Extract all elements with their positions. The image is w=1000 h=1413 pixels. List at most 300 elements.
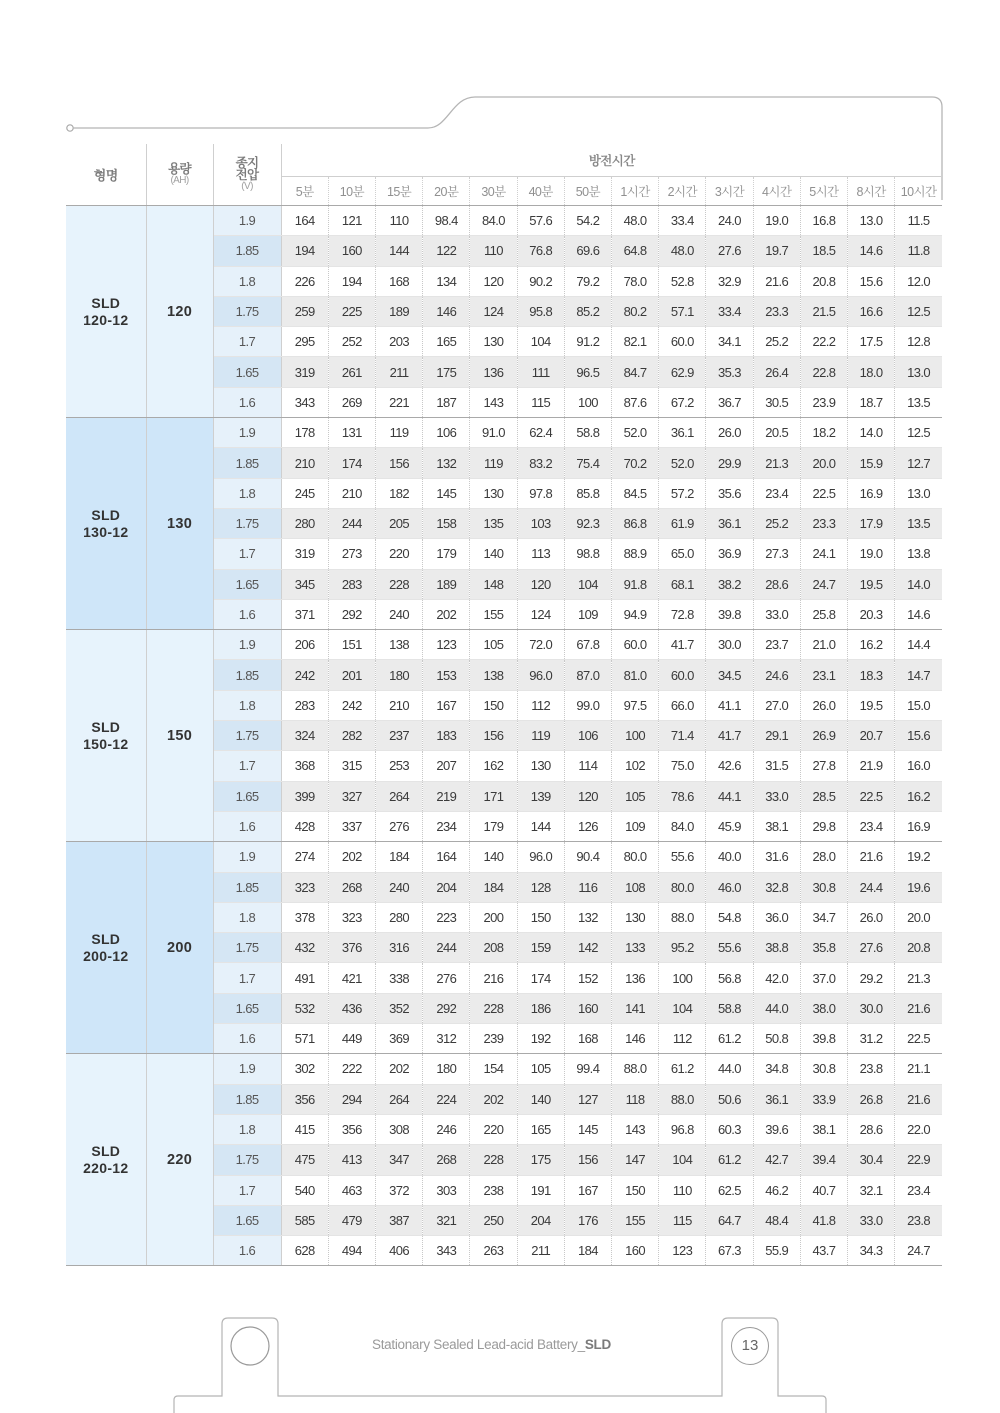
discharge-value-cell: 33.0	[848, 1205, 895, 1235]
discharge-value-cell: 16.9	[848, 478, 895, 508]
final-voltage-cell: 1.75	[213, 1145, 281, 1175]
discharge-value-cell: 18.2	[800, 418, 847, 448]
discharge-value-cell: 302	[281, 1054, 328, 1084]
discharge-value-cell: 178	[281, 418, 328, 448]
discharge-value-cell: 23.4	[895, 1175, 942, 1205]
discharge-value-cell: 27.0	[753, 690, 800, 720]
discharge-value-cell: 175	[517, 1145, 564, 1175]
discharge-value-cell: 118	[611, 1084, 658, 1114]
discharge-value-cell: 75.4	[564, 448, 611, 478]
discharge-value-cell: 273	[328, 539, 375, 569]
discharge-value-cell: 18.7	[848, 387, 895, 417]
discharge-value-cell: 55.6	[706, 933, 753, 963]
discharge-value-cell: 130	[470, 478, 517, 508]
discharge-value-cell: 76.8	[517, 236, 564, 266]
discharge-value-cell: 37.0	[800, 963, 847, 993]
discharge-value-cell: 52.8	[659, 266, 706, 296]
model-name-line1: SLD	[91, 506, 121, 523]
discharge-table	[66, 144, 942, 1266]
final-voltage-cell: 1.85	[213, 660, 281, 690]
discharge-value-cell: 67.8	[564, 630, 611, 660]
final-voltage-cell: 1.7	[213, 1175, 281, 1205]
discharge-value-cell: 62.9	[659, 357, 706, 387]
discharge-value-cell: 130	[470, 327, 517, 357]
discharge-value-cell: 61.9	[659, 508, 706, 538]
discharge-value-cell: 27.6	[848, 933, 895, 963]
discharge-value-cell: 33.4	[659, 206, 706, 236]
discharge-value-cell: 64.8	[611, 236, 658, 266]
discharge-value-cell: 204	[423, 872, 470, 902]
discharge-value-cell: 21.6	[753, 266, 800, 296]
time-col-header: 3시간	[706, 177, 753, 206]
discharge-value-cell: 24.7	[800, 569, 847, 599]
discharge-value-cell: 84.5	[611, 478, 658, 508]
discharge-value-cell: 142	[564, 933, 611, 963]
discharge-value-cell: 210	[375, 690, 422, 720]
discharge-value-cell: 182	[375, 478, 422, 508]
discharge-value-cell: 44.0	[753, 993, 800, 1023]
discharge-value-cell: 225	[328, 296, 375, 326]
discharge-value-cell: 35.8	[800, 933, 847, 963]
discharge-value-cell: 100	[659, 963, 706, 993]
discharge-value-cell: 26.0	[800, 690, 847, 720]
discharge-value-cell: 174	[517, 963, 564, 993]
discharge-value-cell: 85.8	[564, 478, 611, 508]
discharge-value-cell: 356	[281, 1084, 328, 1114]
discharge-value-cell: 119	[375, 418, 422, 448]
discharge-value-cell: 34.1	[706, 327, 753, 357]
discharge-value-cell: 25.8	[800, 599, 847, 629]
discharge-value-cell: 95.2	[659, 933, 706, 963]
discharge-value-cell: 14.4	[895, 630, 942, 660]
discharge-value-cell: 20.8	[895, 933, 942, 963]
discharge-value-cell: 21.3	[895, 963, 942, 993]
discharge-value-cell: 130	[611, 902, 658, 932]
discharge-value-cell: 113	[517, 539, 564, 569]
discharge-value-cell: 15.6	[895, 721, 942, 751]
discharge-value-cell: 16.0	[895, 751, 942, 781]
discharge-value-cell: 55.9	[753, 1236, 800, 1266]
discharge-value-cell: 187	[423, 387, 470, 417]
discharge-value-cell: 352	[375, 993, 422, 1023]
discharge-value-cell: 27.6	[706, 236, 753, 266]
discharge-value-cell: 167	[564, 1175, 611, 1205]
discharge-value-cell: 280	[281, 508, 328, 538]
discharge-value-cell: 164	[281, 206, 328, 236]
discharge-value-cell: 120	[470, 266, 517, 296]
final-voltage-cell: 1.8	[213, 902, 281, 932]
discharge-value-cell: 33.4	[706, 296, 753, 326]
discharge-value-cell: 494	[328, 1236, 375, 1266]
discharge-value-cell: 387	[375, 1205, 422, 1235]
discharge-value-cell: 32.1	[848, 1175, 895, 1205]
discharge-value-cell: 174	[328, 448, 375, 478]
discharge-value-cell: 30.8	[800, 1054, 847, 1084]
discharge-value-cell: 238	[470, 1175, 517, 1205]
discharge-value-cell: 13.5	[895, 508, 942, 538]
discharge-value-cell: 20.0	[800, 448, 847, 478]
final-voltage-cell: 1.9	[213, 418, 281, 448]
discharge-value-cell: 150	[470, 690, 517, 720]
discharge-value-cell: 35.3	[706, 357, 753, 387]
discharge-value-cell: 19.0	[753, 206, 800, 236]
discharge-value-cell: 237	[375, 721, 422, 751]
model-cell	[66, 418, 146, 630]
discharge-value-cell: 78.0	[611, 266, 658, 296]
discharge-value-cell: 120	[517, 569, 564, 599]
discharge-value-cell: 23.4	[753, 478, 800, 508]
discharge-value-cell: 168	[564, 1024, 611, 1054]
discharge-value-cell: 283	[281, 690, 328, 720]
discharge-value-cell: 282	[328, 721, 375, 751]
discharge-value-cell: 115	[517, 387, 564, 417]
discharge-value-cell: 184	[564, 1236, 611, 1266]
discharge-value-cell: 184	[470, 872, 517, 902]
final-voltage-cell: 1.9	[213, 1054, 281, 1084]
discharge-value-cell: 24.4	[848, 872, 895, 902]
discharge-value-cell: 23.9	[800, 387, 847, 417]
discharge-value-cell: 65.0	[659, 539, 706, 569]
discharge-value-cell: 88.0	[659, 902, 706, 932]
table-row	[66, 206, 942, 236]
discharge-value-cell: 61.2	[706, 1024, 753, 1054]
capacity-cell: 200	[146, 842, 213, 1054]
table-row	[66, 1054, 942, 1084]
discharge-value-cell: 126	[564, 811, 611, 841]
discharge-value-cell: 12.5	[895, 418, 942, 448]
discharge-value-cell: 83.2	[517, 448, 564, 478]
final-voltage-label-1: 종지	[235, 156, 259, 170]
discharge-value-cell: 109	[611, 811, 658, 841]
final-voltage-cell: 1.75	[213, 296, 281, 326]
discharge-value-cell: 110	[659, 1175, 706, 1205]
final-voltage-cell: 1.8	[213, 690, 281, 720]
discharge-value-cell: 155	[470, 599, 517, 629]
discharge-value-cell: 67.2	[659, 387, 706, 417]
discharge-value-cell: 175	[423, 357, 470, 387]
discharge-value-cell: 41.7	[659, 630, 706, 660]
discharge-value-cell: 210	[281, 448, 328, 478]
time-col-header: 4시간	[753, 177, 800, 206]
discharge-value-cell: 22.0	[895, 1114, 942, 1144]
discharge-value-cell: 171	[470, 781, 517, 811]
discharge-value-cell: 369	[375, 1024, 422, 1054]
discharge-value-cell: 88.0	[611, 1054, 658, 1084]
time-col-header: 40분	[517, 177, 564, 206]
discharge-value-cell: 109	[564, 599, 611, 629]
discharge-value-cell: 32.9	[706, 266, 753, 296]
discharge-value-cell: 204	[517, 1205, 564, 1235]
discharge-value-cell: 16.6	[848, 296, 895, 326]
discharge-value-cell: 16.2	[848, 630, 895, 660]
discharge-value-cell: 406	[375, 1236, 422, 1266]
discharge-value-cell: 90.2	[517, 266, 564, 296]
discharge-value-cell: 15.0	[895, 690, 942, 720]
discharge-value-cell: 208	[470, 933, 517, 963]
discharge-value-cell: 48.0	[659, 236, 706, 266]
model-group	[66, 630, 942, 842]
discharge-value-cell: 31.6	[753, 842, 800, 872]
discharge-value-cell: 95.8	[517, 296, 564, 326]
discharge-value-cell: 36.9	[706, 539, 753, 569]
final-voltage-cell: 1.85	[213, 236, 281, 266]
discharge-value-cell: 23.3	[753, 296, 800, 326]
discharge-value-cell: 210	[328, 478, 375, 508]
capacity-header	[146, 144, 213, 206]
discharge-value-cell: 41.7	[706, 721, 753, 751]
discharge-value-cell: 81.0	[611, 660, 658, 690]
discharge-value-cell: 319	[281, 539, 328, 569]
model-name-line1: SLD	[91, 718, 121, 735]
discharge-value-cell: 192	[517, 1024, 564, 1054]
discharge-value-cell: 205	[375, 508, 422, 538]
final-voltage-cell: 1.8	[213, 478, 281, 508]
discharge-value-cell: 13.0	[895, 357, 942, 387]
discharge-value-cell: 26.9	[800, 721, 847, 751]
discharge-value-cell: 80.0	[659, 872, 706, 902]
discharge-value-cell: 39.6	[753, 1114, 800, 1144]
discharge-value-cell: 25.2	[753, 508, 800, 538]
discharge-value-cell: 61.2	[706, 1145, 753, 1175]
discharge-value-cell: 156	[564, 1145, 611, 1175]
discharge-value-cell: 26.0	[706, 418, 753, 448]
final-voltage-cell: 1.85	[213, 448, 281, 478]
discharge-value-cell: 60.3	[706, 1114, 753, 1144]
discharge-value-cell: 128	[517, 872, 564, 902]
time-col-header: 5시간	[800, 177, 847, 206]
discharge-value-cell: 40.7	[800, 1175, 847, 1205]
time-col-header: 10분	[328, 177, 375, 206]
discharge-value-cell: 244	[328, 508, 375, 538]
discharge-value-cell: 136	[611, 963, 658, 993]
discharge-value-cell: 78.6	[659, 781, 706, 811]
final-voltage-cell: 1.6	[213, 599, 281, 629]
final-voltage-cell: 1.6	[213, 1236, 281, 1266]
final-voltage-cell: 1.65	[213, 569, 281, 599]
discharge-value-cell: 38.1	[753, 811, 800, 841]
model-name-line1: SLD	[91, 930, 121, 947]
discharge-value-cell: 372	[375, 1175, 422, 1205]
discharge-value-cell: 343	[281, 387, 328, 417]
discharge-value-cell: 39.8	[800, 1024, 847, 1054]
discharge-value-cell: 30.0	[848, 993, 895, 1023]
discharge-value-cell: 220	[470, 1114, 517, 1144]
discharge-value-cell: 14.0	[895, 569, 942, 599]
discharge-value-cell: 57.1	[659, 296, 706, 326]
discharge-value-cell: 21.6	[895, 1084, 942, 1114]
discharge-value-cell: 45.9	[706, 811, 753, 841]
discharge-value-cell: 106	[423, 418, 470, 448]
discharge-value-cell: 22.2	[800, 327, 847, 357]
discharge-value-cell: 23.3	[800, 508, 847, 538]
discharge-value-cell: 274	[281, 842, 328, 872]
discharge-value-cell: 52.0	[659, 448, 706, 478]
final-voltage-cell: 1.85	[213, 1084, 281, 1114]
discharge-value-cell: 23.4	[848, 811, 895, 841]
discharge-value-cell: 165	[517, 1114, 564, 1144]
discharge-value-cell: 34.8	[753, 1054, 800, 1084]
discharge-value-cell: 240	[375, 599, 422, 629]
time-col-header: 20분	[423, 177, 470, 206]
discharge-value-cell: 50.6	[706, 1084, 753, 1114]
discharge-value-cell: 180	[423, 1054, 470, 1084]
discharge-value-cell: 150	[517, 902, 564, 932]
discharge-value-cell: 52.0	[611, 418, 658, 448]
discharge-value-cell: 116	[564, 872, 611, 902]
capacity-label: 용량	[168, 162, 192, 176]
discharge-value-cell: 21.1	[895, 1054, 942, 1084]
discharge-value-cell: 64.7	[706, 1205, 753, 1235]
discharge-value-cell: 26.0	[848, 902, 895, 932]
discharge-value-cell: 153	[423, 660, 470, 690]
discharge-value-cell: 143	[470, 387, 517, 417]
discharge-value-cell: 84.0	[470, 206, 517, 236]
discharge-value-cell: 96.0	[517, 660, 564, 690]
discharge-value-cell: 167	[423, 690, 470, 720]
discharge-value-cell: 32.8	[753, 872, 800, 902]
final-voltage-cell: 1.65	[213, 357, 281, 387]
discharge-value-cell: 628	[281, 1236, 328, 1266]
discharge-value-cell: 421	[328, 963, 375, 993]
discharge-value-cell: 44.1	[706, 781, 753, 811]
discharge-value-cell: 21.6	[895, 993, 942, 1023]
discharge-value-cell: 26.8	[848, 1084, 895, 1114]
discharge-value-cell: 30.8	[800, 872, 847, 902]
discharge-value-cell: 23.8	[895, 1205, 942, 1235]
discharge-value-cell: 132	[423, 448, 470, 478]
discharge-value-cell: 105	[517, 1054, 564, 1084]
discharge-value-cell: 46.2	[753, 1175, 800, 1205]
discharge-value-cell: 250	[470, 1205, 517, 1235]
discharge-value-cell: 221	[375, 387, 422, 417]
discharge-value-cell: 202	[470, 1084, 517, 1114]
discharge-value-cell: 30.5	[753, 387, 800, 417]
discharge-value-cell: 479	[328, 1205, 375, 1235]
discharge-value-cell: 38.0	[800, 993, 847, 1023]
final-voltage-cell: 1.6	[213, 811, 281, 841]
discharge-value-cell: 28.6	[753, 569, 800, 599]
discharge-value-cell: 140	[470, 539, 517, 569]
discharge-value-cell: 48.4	[753, 1205, 800, 1235]
discharge-value-cell: 224	[423, 1084, 470, 1114]
discharge-value-cell: 228	[375, 569, 422, 599]
discharge-value-cell: 368	[281, 751, 328, 781]
discharge-value-cell: 21.0	[800, 630, 847, 660]
model-name-line2: 120-12	[83, 311, 129, 328]
discharge-value-cell: 31.5	[753, 751, 800, 781]
discharge-value-cell: 92.3	[564, 508, 611, 538]
discharge-value-cell: 24.1	[800, 539, 847, 569]
discharge-value-cell: 24.0	[706, 206, 753, 236]
discharge-value-cell: 12.0	[895, 266, 942, 296]
model-header: 형명	[66, 144, 146, 206]
discharge-value-cell: 312	[423, 1024, 470, 1054]
final-voltage-label-2: 전압	[235, 168, 259, 182]
discharge-value-cell: 41.1	[706, 690, 753, 720]
time-col-header: 10시간	[895, 177, 942, 206]
discharge-value-cell: 80.2	[611, 296, 658, 326]
discharge-value-cell: 100	[611, 721, 658, 751]
discharge-value-cell: 27.3	[753, 539, 800, 569]
discharge-value-cell: 23.1	[800, 660, 847, 690]
final-voltage-cell: 1.9	[213, 206, 281, 236]
time-col-header: 5분	[281, 177, 328, 206]
capacity-unit: (AH)	[170, 175, 189, 186]
discharge-value-cell: 36.7	[706, 387, 753, 417]
discharge-value-cell: 21.6	[848, 842, 895, 872]
discharge-value-cell: 71.4	[659, 721, 706, 751]
table-row	[66, 842, 942, 872]
discharge-value-cell: 23.7	[753, 630, 800, 660]
discharge-value-cell: 154	[470, 1054, 517, 1084]
model-name-line1: SLD	[91, 294, 121, 311]
discharge-value-cell: 82.1	[611, 327, 658, 357]
discharge-value-cell: 24.6	[753, 660, 800, 690]
discharge-value-cell: 119	[517, 721, 564, 751]
discharge-value-cell: 96.0	[517, 842, 564, 872]
discharge-value-cell: 295	[281, 327, 328, 357]
discharge-value-cell: 35.6	[706, 478, 753, 508]
discharge-value-cell: 184	[375, 842, 422, 872]
discharge-value-cell: 97.8	[517, 478, 564, 508]
discharge-value-cell: 60.0	[611, 630, 658, 660]
discharge-value-cell: 56.8	[706, 963, 753, 993]
discharge-value-cell: 156	[375, 448, 422, 478]
discharge-value-cell: 253	[375, 751, 422, 781]
discharge-value-cell: 12.7	[895, 448, 942, 478]
discharge-value-cell: 13.5	[895, 387, 942, 417]
discharge-value-cell: 280	[375, 902, 422, 932]
discharge-value-cell: 14.7	[895, 660, 942, 690]
discharge-value-cell: 114	[564, 751, 611, 781]
discharge-value-cell: 146	[423, 296, 470, 326]
discharge-value-cell: 96.5	[564, 357, 611, 387]
discharge-value-cell: 124	[470, 296, 517, 326]
discharge-value-cell: 138	[470, 660, 517, 690]
discharge-value-cell: 15.6	[848, 266, 895, 296]
discharge-value-cell: 123	[423, 630, 470, 660]
discharge-value-cell: 67.3	[706, 1236, 753, 1266]
discharge-value-cell: 428	[281, 811, 328, 841]
discharge-value-cell: 371	[281, 599, 328, 629]
discharge-value-cell: 133	[611, 933, 658, 963]
discharge-value-cell: 219	[423, 781, 470, 811]
discharge-value-cell: 91.0	[470, 418, 517, 448]
discharge-value-cell: 119	[470, 448, 517, 478]
discharge-value-cell: 134	[423, 266, 470, 296]
final-voltage-cell: 1.7	[213, 963, 281, 993]
discharge-value-cell: 22.5	[895, 1024, 942, 1054]
discharge-value-cell: 60.0	[659, 327, 706, 357]
discharge-value-cell: 105	[470, 630, 517, 660]
discharge-value-cell: 42.6	[706, 751, 753, 781]
discharge-value-cell: 19.5	[848, 569, 895, 599]
discharge-value-cell: 159	[517, 933, 564, 963]
discharge-value-cell: 104	[517, 327, 564, 357]
discharge-value-cell: 88.0	[659, 1084, 706, 1114]
discharge-value-cell: 28.0	[800, 842, 847, 872]
final-voltage-cell: 1.75	[213, 721, 281, 751]
discharge-value-cell: 122	[423, 236, 470, 266]
discharge-value-cell: 532	[281, 993, 328, 1023]
discharge-value-cell: 36.1	[659, 418, 706, 448]
discharge-value-cell: 39.8	[706, 599, 753, 629]
discharge-value-cell: 28.6	[848, 1114, 895, 1144]
final-voltage-cell: 1.9	[213, 630, 281, 660]
discharge-value-cell: 39.4	[800, 1145, 847, 1175]
model-name-line2: 130-12	[83, 523, 129, 540]
page-number: 13	[731, 1327, 769, 1365]
